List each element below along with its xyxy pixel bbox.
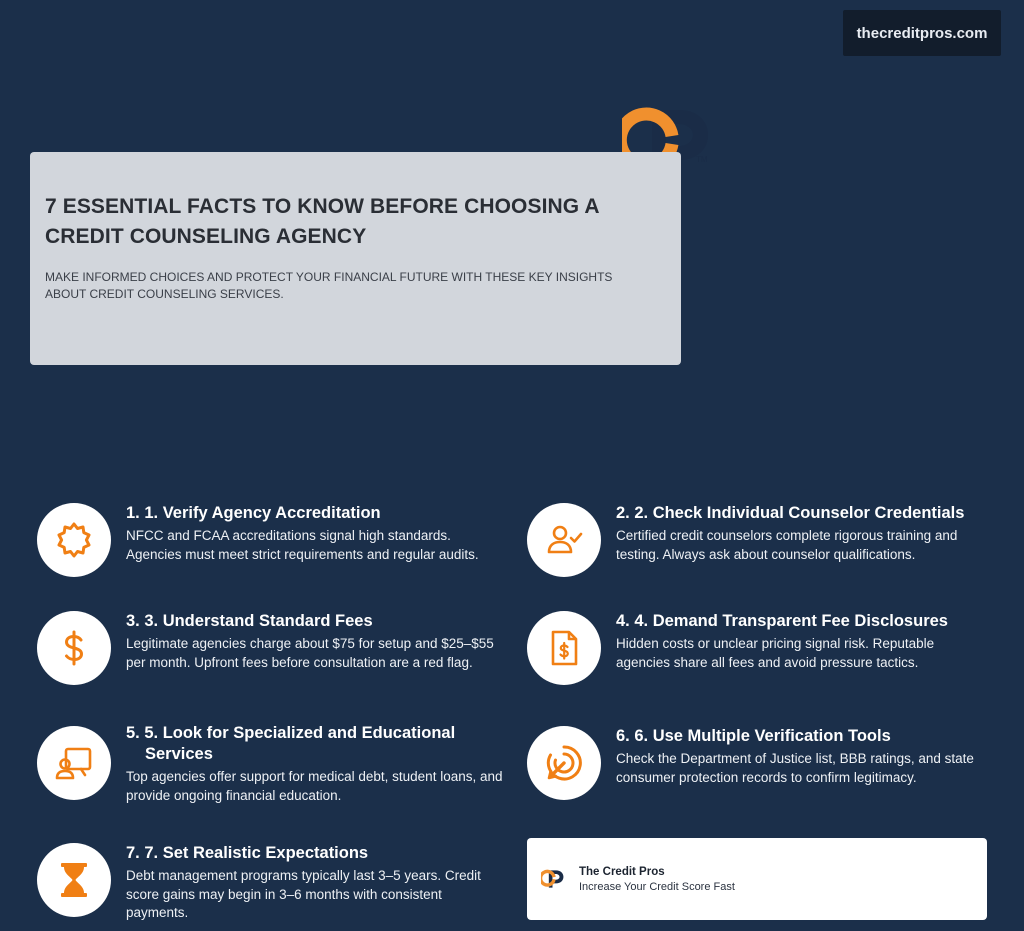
feature-title: 2. 2. Check Individual Counselor Credentials — [616, 504, 965, 522]
feature-description: Certified credit counselors complete rigorous training and testing. Always ask about counselor qualifications. — [616, 528, 958, 562]
page-subtitle: MAKE INFORMED CHOICES AND PROTECT YOUR FINANCIAL FUTURE WITH THESE KEY INSIGHTS ABOUT CREDIT COUNSELING SERVICES. — [45, 270, 613, 301]
feature-title-line: Services — [145, 745, 213, 763]
feature-item-expectations — [37, 843, 497, 923]
badge-icon — [54, 520, 94, 560]
feature-icon-circle — [37, 843, 111, 917]
feature-description: Legitimate agencies charge about $75 for setup and $25–$55 per month. Upfront fees before consultation are a red flag. — [126, 636, 494, 670]
page-title: 7 ESSENTIAL FACTS TO KNOW BEFORE CHOOSING A CREDIT COUNSELING AGENCY — [45, 195, 599, 248]
brand-card-tagline: Increase Your Credit Score Fast — [579, 880, 735, 893]
user-check-icon — [544, 520, 584, 560]
brand-card[interactable] — [527, 838, 987, 920]
feature-description: Debt management programs typically last 3–5 years. Credit score gains may begin in 3–6 months with consistent payments. — [126, 868, 481, 920]
feature-icon-circle — [527, 726, 601, 800]
brand-card-name: The Credit Pros — [579, 865, 665, 878]
credit-pros-logo-icon — [541, 867, 565, 891]
hero-panel — [30, 152, 681, 365]
feature-item-disclosures — [527, 611, 987, 685]
feature-title: 3. 3. Understand Standard Fees — [126, 612, 373, 630]
feature-icon-circle — [37, 611, 111, 685]
feature-title-line: 5. 5. Look for Specialized and Educational — [126, 724, 456, 742]
presentation-icon — [54, 743, 94, 783]
feature-title: 7. 7. Set Realistic Expectations — [126, 844, 369, 862]
hourglass-icon — [54, 860, 94, 900]
feature-icon-circle — [527, 611, 601, 685]
feature-item-accreditation — [37, 503, 497, 577]
feature-icon-circle — [37, 503, 111, 577]
dollar-icon — [54, 628, 94, 668]
feature-item-verification-tools — [527, 726, 987, 800]
feature-description: Top agencies offer support for medical debt, student loans, and provide ongoing financial education. — [126, 769, 503, 803]
feature-description: Check the Department of Justice list, BBB ratings, and state consumer protection records to confirm legitimacy. — [616, 751, 974, 785]
feature-item-credentials — [527, 503, 987, 577]
feature-title: 4. 4. Demand Transparent Fee Disclosures — [616, 612, 948, 630]
feature-description: Hidden costs or unclear pricing signal risk. Reputable agencies share all fees and avoid pressure tactics. — [616, 636, 935, 670]
feature-item-fees — [37, 611, 497, 685]
feature-title — [126, 723, 507, 765]
site-url-badge[interactable]: thecreditpros.com — [843, 10, 1001, 56]
feature-title: 6. 6. Use Multiple Verification Tools — [616, 727, 891, 745]
feature-title: 1. 1. Verify Agency Accreditation — [126, 504, 381, 522]
feature-icon-circle — [527, 503, 601, 577]
target-icon — [543, 742, 585, 784]
invoice-icon — [544, 628, 584, 668]
feature-item-specialized-services — [37, 723, 507, 805]
feature-icon-circle — [37, 726, 111, 800]
trademark-mark: TM — [696, 155, 708, 164]
feature-description: NFCC and FCAA accreditations signal high standards. Agencies must meet strict requirements and regular audits. — [126, 528, 479, 562]
